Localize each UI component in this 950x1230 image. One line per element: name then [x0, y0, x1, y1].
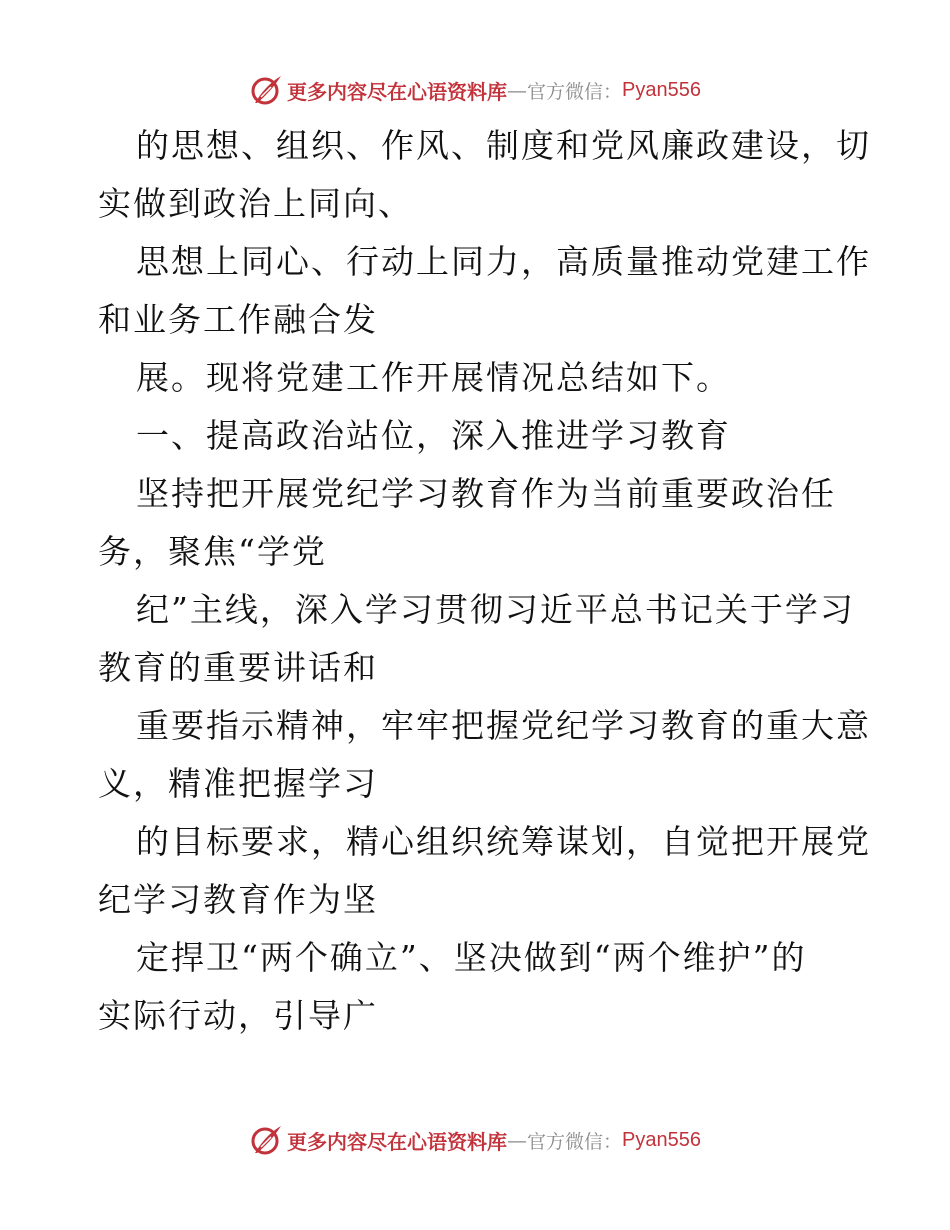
feather-logo-icon	[249, 73, 283, 107]
watermark-wechat-label: 官方微信：	[527, 1130, 623, 1153]
watermark-separator: —	[507, 1128, 527, 1152]
body-line: 教育的重要讲话和	[98, 648, 378, 687]
body-line: 定捍卫“两个确立”、坚决做到“两个维护”的	[136, 938, 807, 977]
body-line: 实做到政治上同向、	[98, 184, 413, 223]
body-line: 思想上同心、行动上同力，高质量推动党建工作	[136, 242, 871, 281]
feather-logo-icon	[249, 1123, 283, 1157]
header-watermark	[0, 70, 950, 110]
body-line: 坚持把开展党纪学习教育作为当前重要政治任	[136, 474, 836, 513]
watermark-wechat-id: Pyan556	[622, 78, 701, 101]
body-line: 义，精准把握学习	[98, 764, 378, 803]
document-body	[98, 117, 871, 1045]
section-heading: 一、提高政治站位，深入推进学习教育	[136, 416, 731, 455]
body-line: 的目标要求，精心组织统筹谋划，自觉把开展党	[136, 822, 871, 861]
body-line: 实际行动，引导广	[98, 996, 378, 1035]
body-line: 纪学习教育作为坚	[98, 880, 378, 919]
body-line: 务，聚焦“学党	[98, 532, 327, 571]
watermark-wechat-label: 官方微信：	[527, 80, 623, 103]
watermark-brand: 更多内容尽在心语资料库	[287, 1129, 507, 1154]
body-line: 重要指示精神，牢牢把握党纪学习教育的重大意	[136, 706, 871, 745]
body-line: 纪”主线，深入学习贯彻习近平总书记关于学习	[136, 590, 855, 629]
body-line: 展。现将党建工作开展情况总结如下。	[136, 358, 731, 397]
body-line: 和业务工作融合发	[98, 300, 378, 339]
watermark-brand: 更多内容尽在心语资料库	[287, 79, 507, 104]
footer-watermark	[0, 1120, 950, 1160]
watermark-wechat-id: Pyan556	[622, 1128, 701, 1151]
body-line: 的思想、组织、作风、制度和党风廉政建设，切	[136, 126, 871, 165]
watermark-separator: —	[507, 78, 527, 102]
